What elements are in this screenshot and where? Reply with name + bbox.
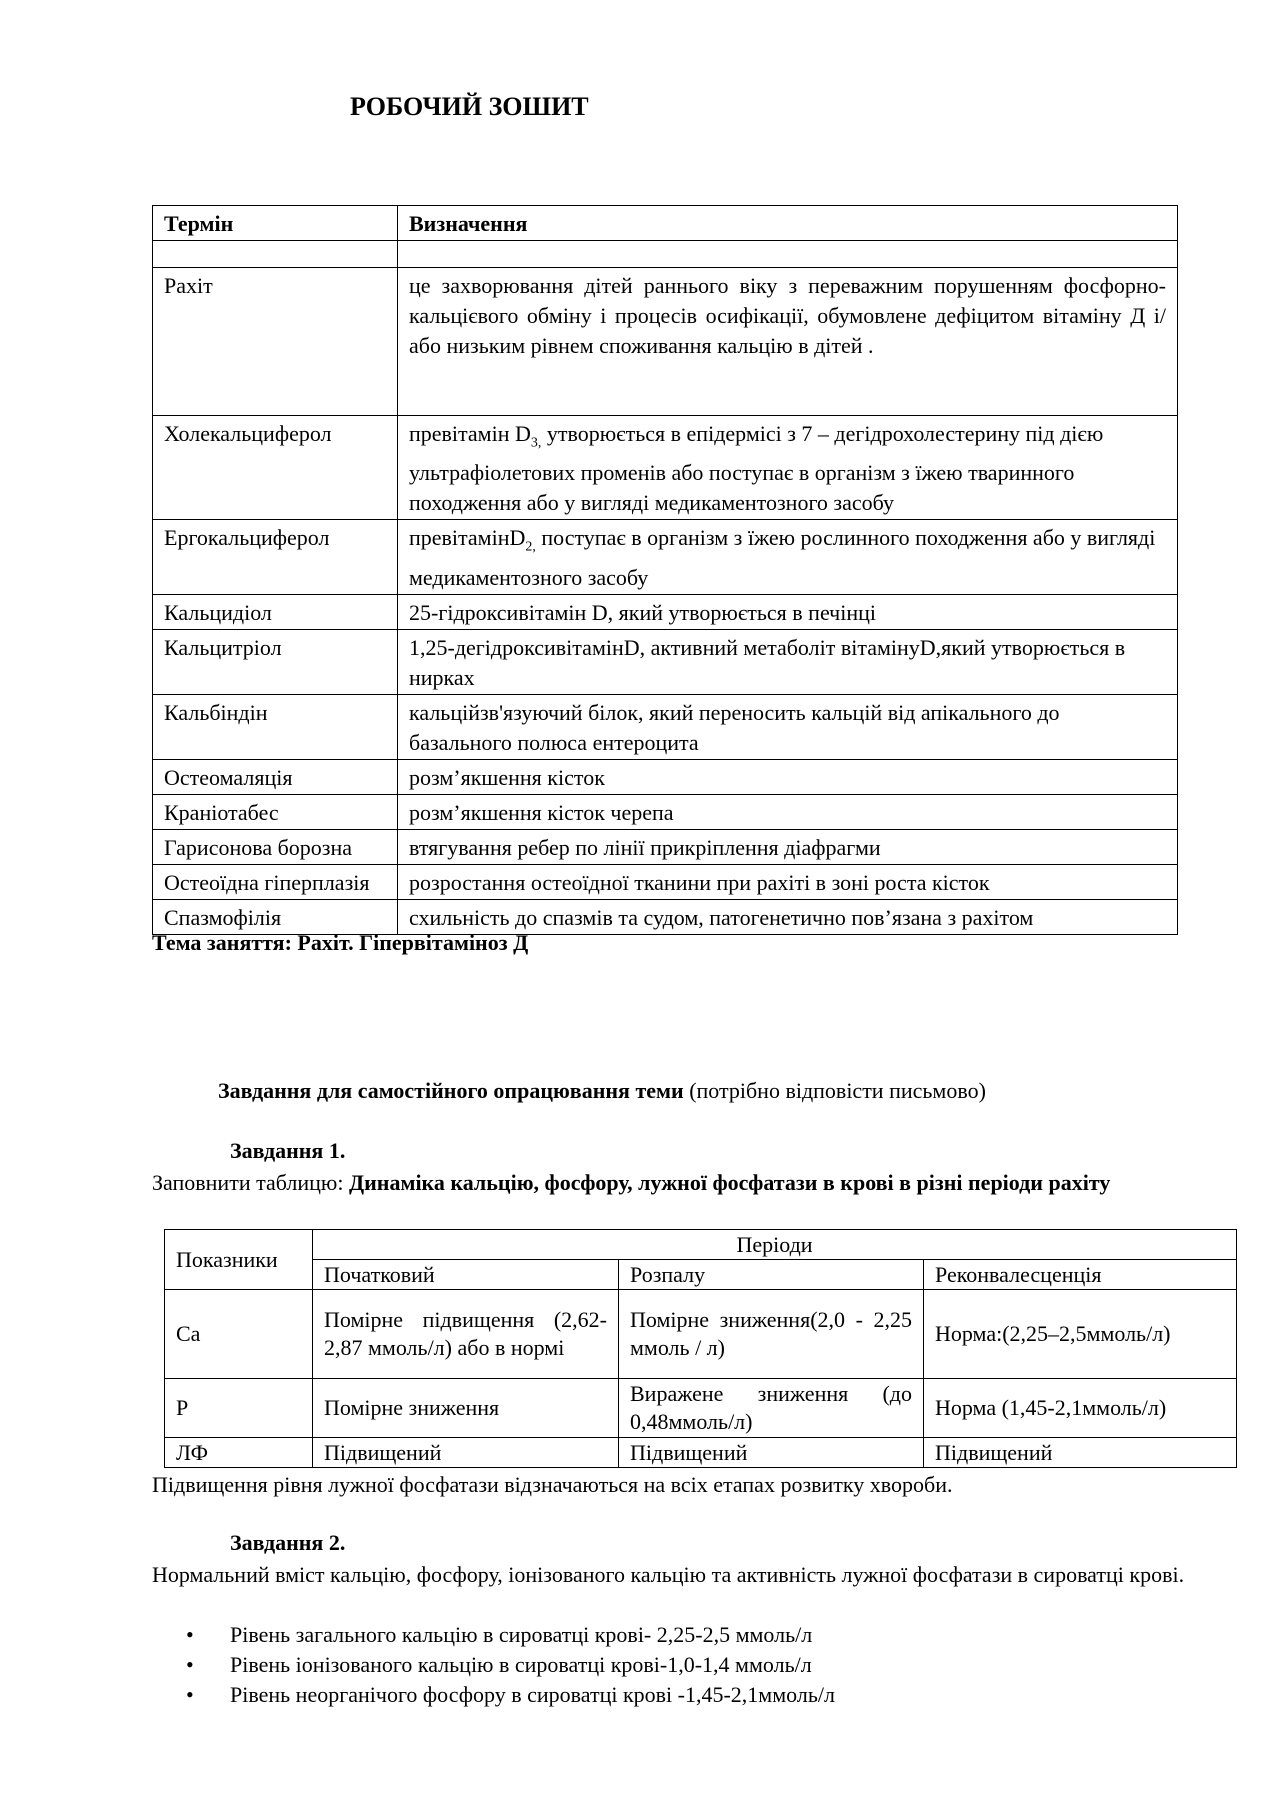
definition-cell (398, 416, 1178, 520)
value-cell: Норма (1,45-2,1ммоль/л) (924, 1379, 1237, 1438)
definition-text: утворюється в епідермісі з 7 – дегідрохолестерину під дією ультрафіолетових променів або поступає в організм з їжею тваринного походження або у вигляді медикаментозного засобу (409, 421, 1104, 516)
task1-prompt-bold: Динаміка кальцію, фосфору, лужної фосфатази в крові в різні періоди рахіту (348, 1170, 1111, 1195)
term-cell: Кальцидіол (153, 594, 398, 629)
list-item (186, 1620, 835, 1650)
periods-header-row (165, 1230, 1237, 1260)
subscript: 2, (525, 539, 536, 555)
period-names-row (165, 1260, 1237, 1290)
table-row (165, 1438, 1237, 1468)
period-recovery: Реконвалесценція (924, 1260, 1237, 1290)
empty-row (153, 241, 1178, 268)
term-cell: Остеомаляція (153, 759, 398, 794)
term-cell: Кальбіндін (153, 694, 398, 759)
definition-cell: втягування ребер по лінії прикріплення діафрагми (398, 829, 1178, 864)
list-item (186, 1680, 835, 1710)
term-cell: Остеоїдна гіперплазія (153, 864, 398, 899)
task2-text: Нормальний вміст кальцію, фосфору, іонізованого кальцію та активність лужної фосфатази в сироватці крові. (152, 1562, 1185, 1587)
indicator-name: Ca (165, 1290, 313, 1379)
table-row (153, 829, 1178, 864)
table-row (153, 416, 1178, 520)
definition-cell: 1,25-дегідроксивітамінD, активний метаболіт вітамінуD,який утворюється в нирках (398, 629, 1178, 694)
period-initial: Початковий (313, 1260, 619, 1290)
term-cell: Спазмофілія (153, 899, 398, 934)
empty-cell (398, 241, 1178, 268)
definition-cell: розростання остеоїдної тканини при рахіті в зоні роста кісток (398, 864, 1178, 899)
definition-cell: це захворювання дітей раннього віку з переважним порушенням фосфорно-кальцієвого обміну і процесів осифікації, обумовлене дефіцитом вітаміну Д і/або низьким рівнем споживання кальцію в дітей . (398, 268, 1178, 416)
term-cell: Рахіт (153, 268, 398, 416)
bullet-icon: • (186, 1682, 194, 1707)
definition-cell: розм’якшення кісток (398, 759, 1178, 794)
table-row (153, 694, 1178, 759)
term-cell: Холекальциферол (153, 416, 398, 520)
value-cell: Норма:(2,25–2,5ммоль/л) (924, 1290, 1237, 1379)
term-header: Термін (153, 206, 398, 241)
table-row (165, 1290, 1237, 1379)
value-cell: Помірне зниження (313, 1379, 619, 1438)
term-cell: Ергокальциферол (153, 520, 398, 594)
value-cell: Підвищений (313, 1438, 619, 1468)
term-cell: Гарисонова борозна (153, 829, 398, 864)
definition-cell: 25-гідроксивітамін D, який утворюється в печінці (398, 594, 1178, 629)
table-row (165, 1379, 1237, 1438)
definition-text: превітамінD (409, 525, 526, 551)
term-cell: Краніотабес (153, 794, 398, 829)
definition-cell (398, 520, 1178, 594)
terms-header-row (153, 206, 1178, 241)
value-cell: Підвищений (924, 1438, 1237, 1468)
list-item (186, 1650, 835, 1680)
table-row (153, 520, 1178, 594)
list-item-text: Рівень неорганічого фосфору в сироватці крові -1,45-2,1ммоль/л (230, 1682, 835, 1707)
table-row (153, 629, 1178, 694)
indicators-header: Показники (165, 1230, 313, 1290)
value-cell: Виражене зниження (до 0,48ммоль/л) (619, 1379, 924, 1438)
task1-note: Підвищення рівня лужної фосфатази відзначаються на всіх етапах розвитку хвороби. (152, 1472, 953, 1497)
tasks-heading (218, 1078, 986, 1104)
subscript: 3, (530, 435, 542, 451)
bullet-icon: • (186, 1652, 194, 1677)
definition-cell: розм’якшення кісток черепа (398, 794, 1178, 829)
terms-table (152, 205, 1178, 935)
task1-prompt (152, 1168, 1188, 1198)
list-item-text: Рівень іонізованого кальцію в сироватці крові-1,0-1,4 ммоль/л (230, 1652, 812, 1677)
periods-header: Періоди (313, 1230, 1237, 1260)
indicator-name: P (165, 1379, 313, 1438)
definition-cell: схильність до спазмів та судом, патогенетично пов’язана з рахітом (398, 899, 1178, 934)
period-peak: Розпалу (619, 1260, 924, 1290)
task1-title: Завдання 1. (230, 1138, 346, 1163)
bullet-icon: • (186, 1622, 194, 1647)
tasks-heading-bold: Завдання для самостійного опрацювання теми (218, 1078, 684, 1103)
dynamics-table (164, 1229, 1237, 1468)
task1-prompt-text: Заповнити таблицю: (152, 1170, 349, 1195)
empty-cell (153, 241, 398, 268)
definition-text: превітамін D (409, 421, 531, 446)
table-row (153, 594, 1178, 629)
definition-cell: кальційзв'язуючий білок, який переносить кальцій від апікального до базального полюса ентероцита (398, 694, 1178, 759)
value-cell: Помірне підвищення (2,62-2,87 ммоль/л) або в нормі (313, 1290, 619, 1379)
definition-header: Визначення (398, 206, 1178, 241)
table-row (153, 864, 1178, 899)
lesson-topic: Тема заняття: Рахіт. Гіпервітаміноз Д (152, 930, 529, 955)
tasks-heading-note: (потрібно відповісти письмово) (683, 1078, 986, 1103)
table-row (153, 759, 1178, 794)
norms-list (186, 1620, 835, 1710)
term-cell: Кальцитріол (153, 629, 398, 694)
table-row (153, 794, 1178, 829)
list-item-text: Рівень загального кальцію в сироватці крові- 2,25-2,5 ммоль/л (230, 1622, 813, 1647)
table-row (153, 268, 1178, 416)
page-title: РОБОЧИЙ ЗОШИТ (350, 92, 589, 121)
value-cell: Підвищений (619, 1438, 924, 1468)
indicator-name: ЛФ (165, 1438, 313, 1468)
task2-title: Завдання 2. (230, 1530, 346, 1555)
value-cell: Помірне зниження(2,0 - 2,25 ммоль / л) (619, 1290, 924, 1379)
definition-text: поступає в організм з їжею рослинного походження або у вигляді медикаментозного засобу (409, 525, 1156, 590)
